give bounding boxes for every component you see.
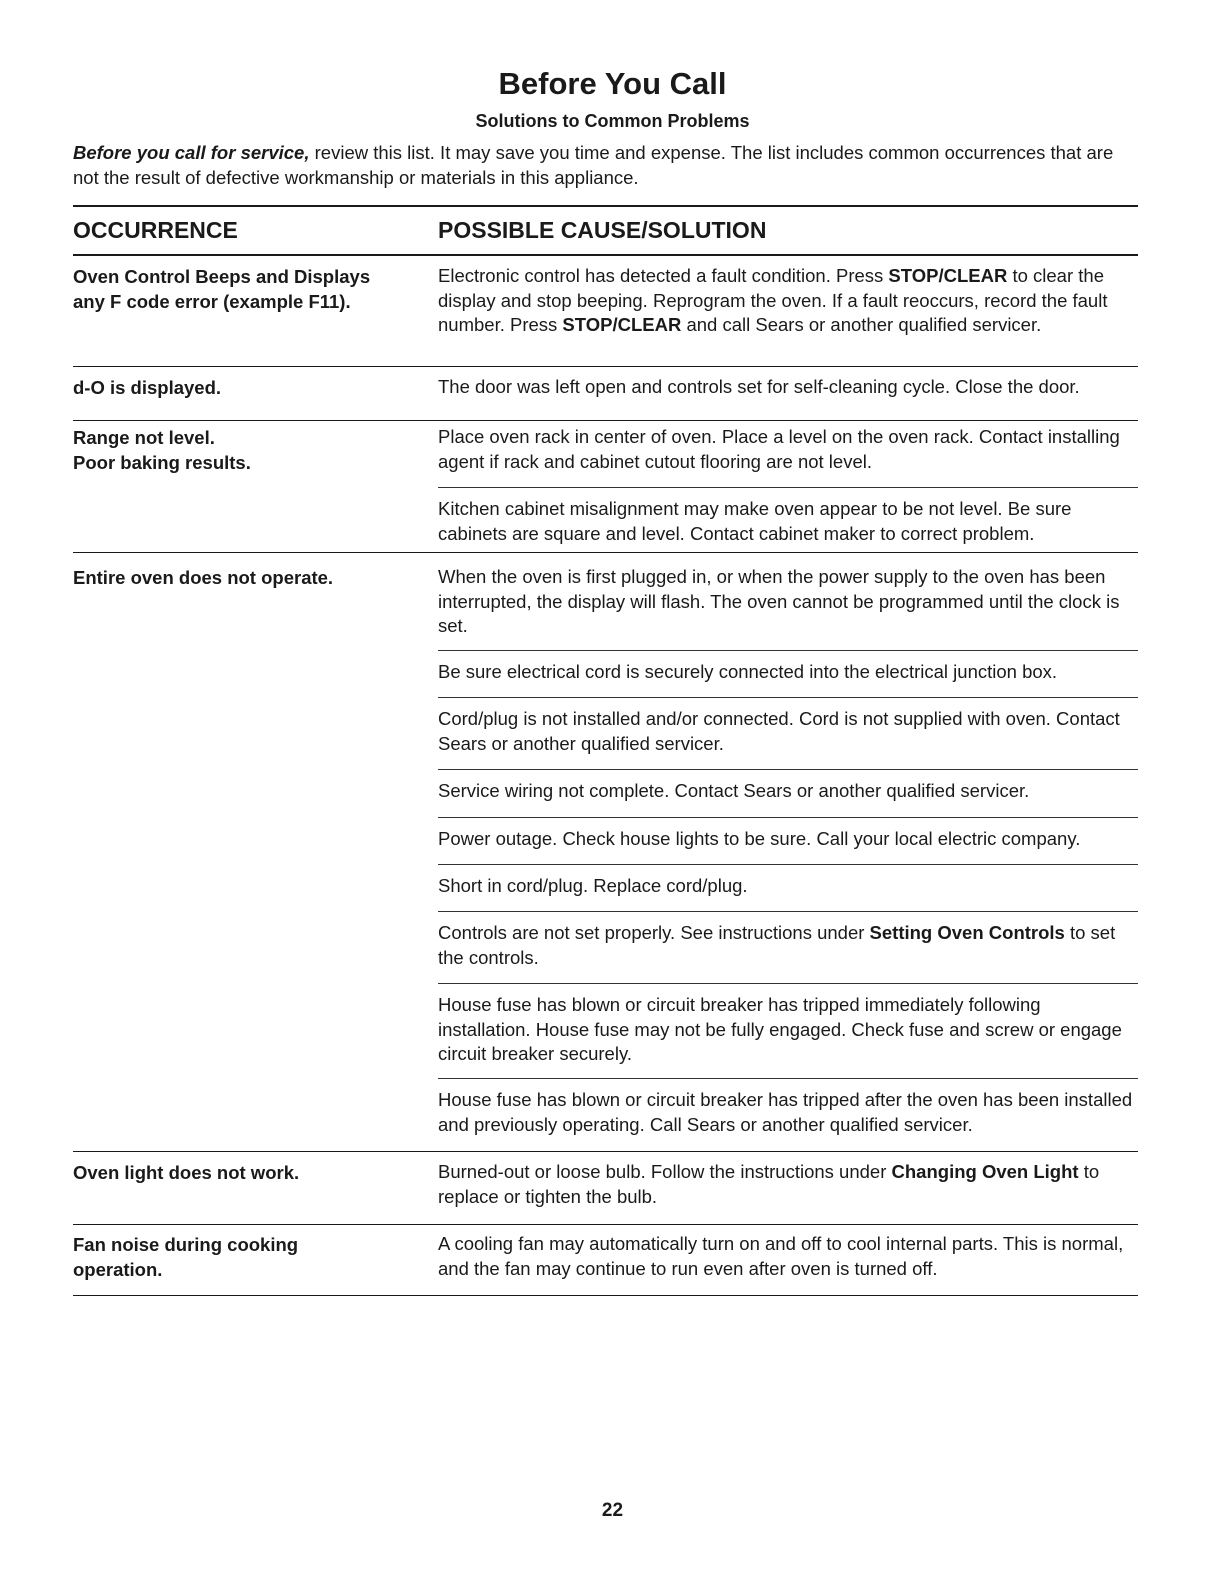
solution-divider [438,650,1138,651]
occurrence-line: Oven Control Beeps and Displays [73,266,371,287]
occurrence-cell [73,1232,413,1282]
solution-text [438,565,1138,639]
solution-segment: Place oven rack in center of oven. Place a level on the oven rack. Contact installing agent if rack and cabinet cutout flooring are not level. [438,426,1120,472]
page-number: 22 [601,1500,624,1521]
solution-segment: A cooling fan may automatically turn on and off to cool internal parts. This is normal, and the fan may continue to run even after oven is turned off. [438,1233,1124,1279]
solution-divider [438,769,1138,770]
table-row [73,425,1138,553]
solution-segment: Short in cord/plug. Replace cord/plug. [438,875,748,896]
solution-segment: Kitchen cabinet misalignment may make oven appear to be not level. Be sure cabinets are square and level. Contact cabinet maker to correct problem. [438,498,1072,544]
solution-segment: House fuse has blown or circuit breaker has tripped immediately following installation. House fuse may not be fully engaged. Check fuse and screw or engage circuit breaker securely. [438,994,1122,1064]
solution-divider [438,697,1138,698]
page-title: Before You Call [498,66,727,101]
solution-text [438,264,1138,338]
occurrence-line: d-O is displayed. [73,377,222,398]
solution-segment: Service wiring not complete. Contact Sears or another qualified servicer. [438,780,1030,801]
solution-divider [438,487,1138,488]
solution-segment: Electronic control has detected a fault condition. Press [438,265,889,286]
solution-text [438,1160,1138,1209]
table-row [73,565,1138,1152]
table-row [73,1232,1138,1296]
solution-text [438,497,1138,546]
occurrence-cell [73,425,413,475]
solution-text [438,707,1138,756]
occurrence-line: operation. [73,1259,163,1280]
solution-divider [438,1078,1138,1079]
solution-segment: Power outage. Check house lights to be sure. Call your local electric company. [438,828,1081,849]
column-header-possible-cause-solution: POSSIBLE CAUSE/SOLUTION [438,217,767,243]
table-row [73,1160,1138,1225]
solution-text [438,779,1138,804]
solution-text [438,993,1138,1067]
solution-segment: The door was left open and controls set for self-cleaning cycle. Close the door. [438,376,1080,397]
solution-segment: to replace or tighten the bulb. [438,1161,1100,1207]
solution-text [438,921,1138,970]
solution-divider [438,911,1138,912]
occurrence-cell [73,565,413,590]
solution-text [438,375,1138,400]
solution-emphasis: STOP/CLEAR [888,265,1008,286]
solution-text [438,1088,1138,1137]
table-header [73,205,1138,256]
solution-text [438,1232,1138,1281]
occurrence-cell [73,264,413,314]
occurrence-cell [73,1160,413,1185]
solution-text [438,660,1138,685]
occurrence-line: Range not level. [73,427,215,448]
solution-segment: to set the controls. [438,922,1116,968]
solution-segment: to clear the display and stop beeping. Reprogram the oven. If a fault reoccurs, record the fault number. Press [438,265,1108,335]
occurrence-line: Fan noise during cooking [73,1234,299,1255]
solution-text [438,874,1138,899]
solution-text [438,827,1138,852]
solution-text [438,425,1138,474]
solution-emphasis: Changing Oven Light [891,1161,1079,1182]
solution-segment: Burned-out or loose bulb. Follow the instructions under [438,1161,892,1182]
solution-emphasis: Setting Oven Controls [869,922,1065,943]
occurrence-cell [73,375,413,400]
solution-divider [438,864,1138,865]
occurrence-line: any F code error (example F11). [73,291,351,312]
table-row [73,264,1138,367]
occurrence-line: Poor baking results. [73,452,251,473]
solution-divider [438,817,1138,818]
solution-segment: and call Sears or another qualified servicer. [681,314,1042,335]
intro-paragraph [73,140,1138,190]
page-subtitle: Solutions to Common Problems [475,111,750,131]
solution-segment: Be sure electrical cord is securely connected into the electrical junction box. [438,661,1058,682]
occurrence-line: Oven light does not work. [73,1162,300,1183]
intro-text: review this list. It may save you time and expense. The list includes common occurrences that are not the result of defective workmanship or materials in this appliance. [73,142,1114,188]
column-header-occurrence: OCCURRENCE [73,217,238,243]
solution-segment: Cord/plug is not installed and/or connected. Cord is not supplied with oven. Contact Sears or another qualified servicer. [438,708,1120,754]
intro-emphasis: Before you call for service, [73,142,310,163]
solution-segment: Controls are not set properly. See instructions under [438,922,870,943]
occurrence-line: Entire oven does not operate. [73,567,334,588]
solution-segment: House fuse has blown or circuit breaker has tripped after the oven has been installed and previously operating. Call Sears or another qualified servicer. [438,1089,1133,1135]
table-row [73,375,1138,421]
solution-emphasis: STOP/CLEAR [562,314,682,335]
solution-segment: When the oven is first plugged in, or when the power supply to the oven has been interrupted, the display will flash. The oven cannot be programmed until the clock is set. [438,566,1120,636]
solution-divider [438,983,1138,984]
